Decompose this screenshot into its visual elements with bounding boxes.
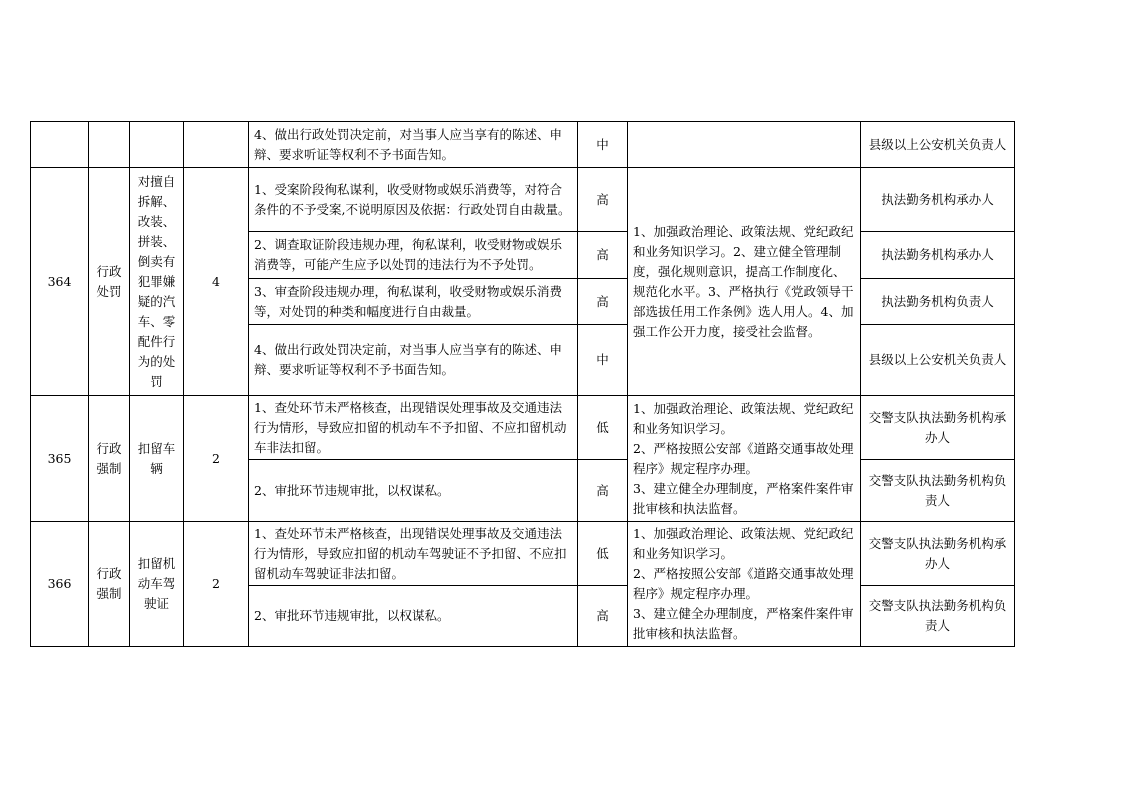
- risk-level: 中: [578, 325, 628, 396]
- table-row: [31, 396, 1015, 460]
- item-name: [130, 122, 184, 168]
- risk-point: 1、查处环节未严格核查，出现错误处理事故及交通违法行为情形，导致应扣留的机动车驾驶证不予扣留、不应扣留机动车驾驶证非法扣留。: [249, 522, 578, 586]
- risk-point: 2、调查取证阶段违规办理，徇私谋利，收受财物或娱乐消费等，可能产生应予以处罚的违法行为不予处罚。: [249, 232, 578, 279]
- risk-point: 4、做出行政处罚决定前，对当事人应当享有的陈述、申辩、要求听证等权利不予书面告知。: [249, 122, 578, 168]
- item-type: 行政强制: [89, 522, 130, 647]
- risk-level: 高: [578, 168, 628, 232]
- table-row: [31, 168, 1015, 232]
- risk-level: 中: [578, 122, 628, 168]
- risk-count: 2: [184, 396, 249, 522]
- risk-point: 2、审批环节违规审批，以权谋私。: [249, 586, 578, 647]
- risk-level: 高: [578, 232, 628, 279]
- risk-table: [30, 121, 1015, 647]
- risk-count: 2: [184, 522, 249, 647]
- risk-point: 4、做出行政处罚决定前，对当事人应当享有的陈述、申辩、要求听证等权利不予书面告知。: [249, 325, 578, 396]
- prevention-measures: 1、加强政治理论、政策法规、党纪政纪和业务知识学习。 2、严格按照公安部《道路交通事故处理程序》规定程序办理。 3、建立健全办理制度，严格案件案件审批审核和执法监督。: [628, 396, 861, 522]
- item-type: 行政强制: [89, 396, 130, 522]
- risk-level: 高: [578, 586, 628, 647]
- responsible-party: 交警支队执法勤务机构承办人: [861, 522, 1015, 586]
- responsible-party: 县级以上公安机关负责人: [861, 122, 1015, 168]
- risk-point: 2、审批环节违规审批，以权谋私。: [249, 460, 578, 522]
- risk-level: 高: [578, 460, 628, 522]
- risk-level: 高: [578, 279, 628, 325]
- risk-count: 4: [184, 168, 249, 396]
- item-number: 365: [31, 396, 89, 522]
- table-row: [31, 122, 1015, 168]
- table-row: [31, 522, 1015, 586]
- item-name: 扣留车辆: [130, 396, 184, 522]
- responsible-party: 执法勤务机构承办人: [861, 232, 1015, 279]
- responsible-party: 县级以上公安机关负责人: [861, 325, 1015, 396]
- responsible-party: 执法勤务机构承办人: [861, 168, 1015, 232]
- item-number: 364: [31, 168, 89, 396]
- risk-level: 低: [578, 396, 628, 460]
- item-type: [89, 122, 130, 168]
- item-type: 行政处罚: [89, 168, 130, 396]
- item-number: 366: [31, 522, 89, 647]
- responsible-party: 交警支队执法勤务机构负责人: [861, 586, 1015, 647]
- risk-count: [184, 122, 249, 168]
- item-name: 扣留机动车驾驶证: [130, 522, 184, 647]
- prevention-measures: 1、加强政治理论、政策法规、党纪政纪和业务知识学习。2、建立健全管理制度，强化规则意识，提高工作制度化、规范化水平。3、严格执行《党政领导干部选拔任用工作条例》选人用人。4、加强工作公开力度，接受社会监督。: [628, 168, 861, 396]
- item-name: 对擅自拆解、改装、拼装、倒卖有犯罪嫌疑的汽车、零配件行为的处罚: [130, 168, 184, 396]
- risk-point: 1、查处环节未严格核查，出现错误处理事故及交通违法行为情形，导致应扣留的机动车不予扣留、不应扣留机动车非法扣留。: [249, 396, 578, 460]
- risk-point: 1、受案阶段徇私谋利，收受财物或娱乐消费等，对符合条件的不予受案,不说明原因及依据：行政处罚自由裁量。: [249, 168, 578, 232]
- responsible-party: 执法勤务机构负责人: [861, 279, 1015, 325]
- prevention-measures: [628, 122, 861, 168]
- prevention-measures: 1、加强政治理论、政策法规、党纪政纪和业务知识学习。 2、严格按照公安部《道路交通事故处理程序》规定程序办理。 3、建立健全办理制度，严格案件案件审批审核和执法监督。: [628, 522, 861, 647]
- responsible-party: 交警支队执法勤务机构负责人: [861, 460, 1015, 522]
- item-number: [31, 122, 89, 168]
- risk-point: 3、审查阶段违规办理，徇私谋利，收受财物或娱乐消费等，对处罚的种类和幅度进行自由裁量。: [249, 279, 578, 325]
- risk-level: 低: [578, 522, 628, 586]
- responsible-party: 交警支队执法勤务机构承办人: [861, 396, 1015, 460]
